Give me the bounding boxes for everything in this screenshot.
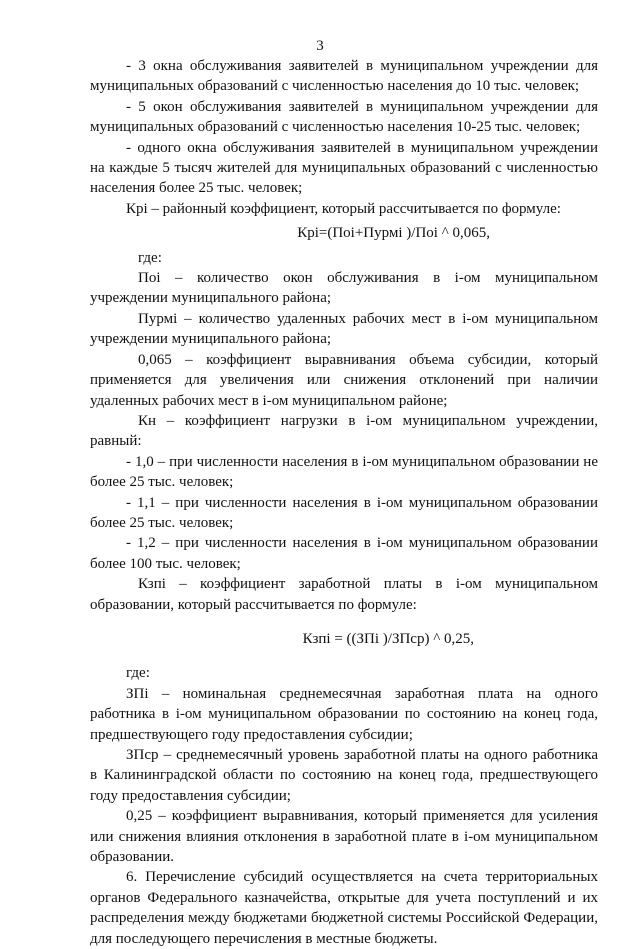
list-item-3-windows: - 3 окна обслуживания заявителей в муниципальном учреждении для муниципальных образований с численностью населения до 10 тыс. человек; (90, 58, 598, 95)
list-item-one-window: - одного окна обслуживания заявителей в муниципальном учреждении на каждые 5 тысяч жителей для муниципальных образований с численностью населения более 25 тыс. человек; (90, 139, 598, 197)
document-body (90, 56, 598, 949)
where-label: где: (138, 249, 162, 266)
term-zpi: ЗПi – номинальная среднемесячная заработная плата на одного работника в i-ом муниципальном образовании по состоянию на конец года, предшествующего году предоставления субсидии; (90, 685, 598, 743)
term-poi: Поi – количество окон обслуживания в i-ом муниципальном учреждении муниципального района; (90, 270, 598, 307)
where-label-2: где: (126, 665, 150, 682)
paragraph-6-transfer: 6. Перечисление субсидий осуществляется на счета территориальных органов Федерального казначейства, открытые для учета поступлений и их распределения между бюджетами бюджетной системы Российской Федерации, для последующего перечисления в местные бюджеты. (90, 869, 598, 947)
list-item-kn-1-2: - 1,2 – при численности населения в i-ом муниципальном образовании более 100 тыс. человек; (90, 535, 598, 572)
page-number: 3 (316, 38, 324, 54)
list-item-kn-1-1: - 1,1 – при численности населения в i-ом муниципальном образовании более 25 тыс. человек; (90, 494, 598, 531)
term-kzpi: Кзпi – коэффициент заработной платы в i-ом муниципальном образовании, который рассчитывается по формуле: (90, 576, 598, 613)
paragraph-kri-definition: Крi – районный коэффициент, который рассчитывается по формуле: (126, 200, 561, 217)
formula-kzpi: Кзпi = ((ЗПi )/ЗПср) ^ 0,25, (302, 630, 474, 647)
term-zpsr: ЗПср – среднемесячный уровень заработной платы на одного работника в Калининградской области по состоянию на конец года, предшествующего году предоставления субсидии; (90, 747, 598, 804)
list-item-5-windows: - 5 окон обслуживания заявителей в муниципальном учреждении для муниципальных образований с численностью населения 10-25 тыс. человек; (90, 98, 598, 136)
list-item-kn-1-0: - 1,0 – при численности населения в i-ом муниципальном образовании не более 25 тыс. человек; (90, 453, 598, 491)
term-coefficient-025: 0,25 – коэффициент выравнивания, который применяется для усиления или снижения влияния отклонения в заработной плате в i-ом муниципальном образовании. (90, 808, 598, 866)
term-purmi: Пурмi – количество удаленных рабочих мест в i-ом муниципальном учреждении муниципального района; (90, 310, 598, 348)
term-coefficient-0065: 0,065 – коэффициент выравнивания объема субсидии, который применяется для увеличения или снижения отклонений при наличии удаленных рабочих мест в i-ом муниципальном районе; (90, 351, 598, 409)
formula-kri: Крi=(Поi+Пурмi )/Поi ^ 0,065, (297, 225, 490, 242)
term-kn: Кн – коэффициент нагрузки в i-ом муниципальном учреждении, равный: (90, 412, 598, 450)
